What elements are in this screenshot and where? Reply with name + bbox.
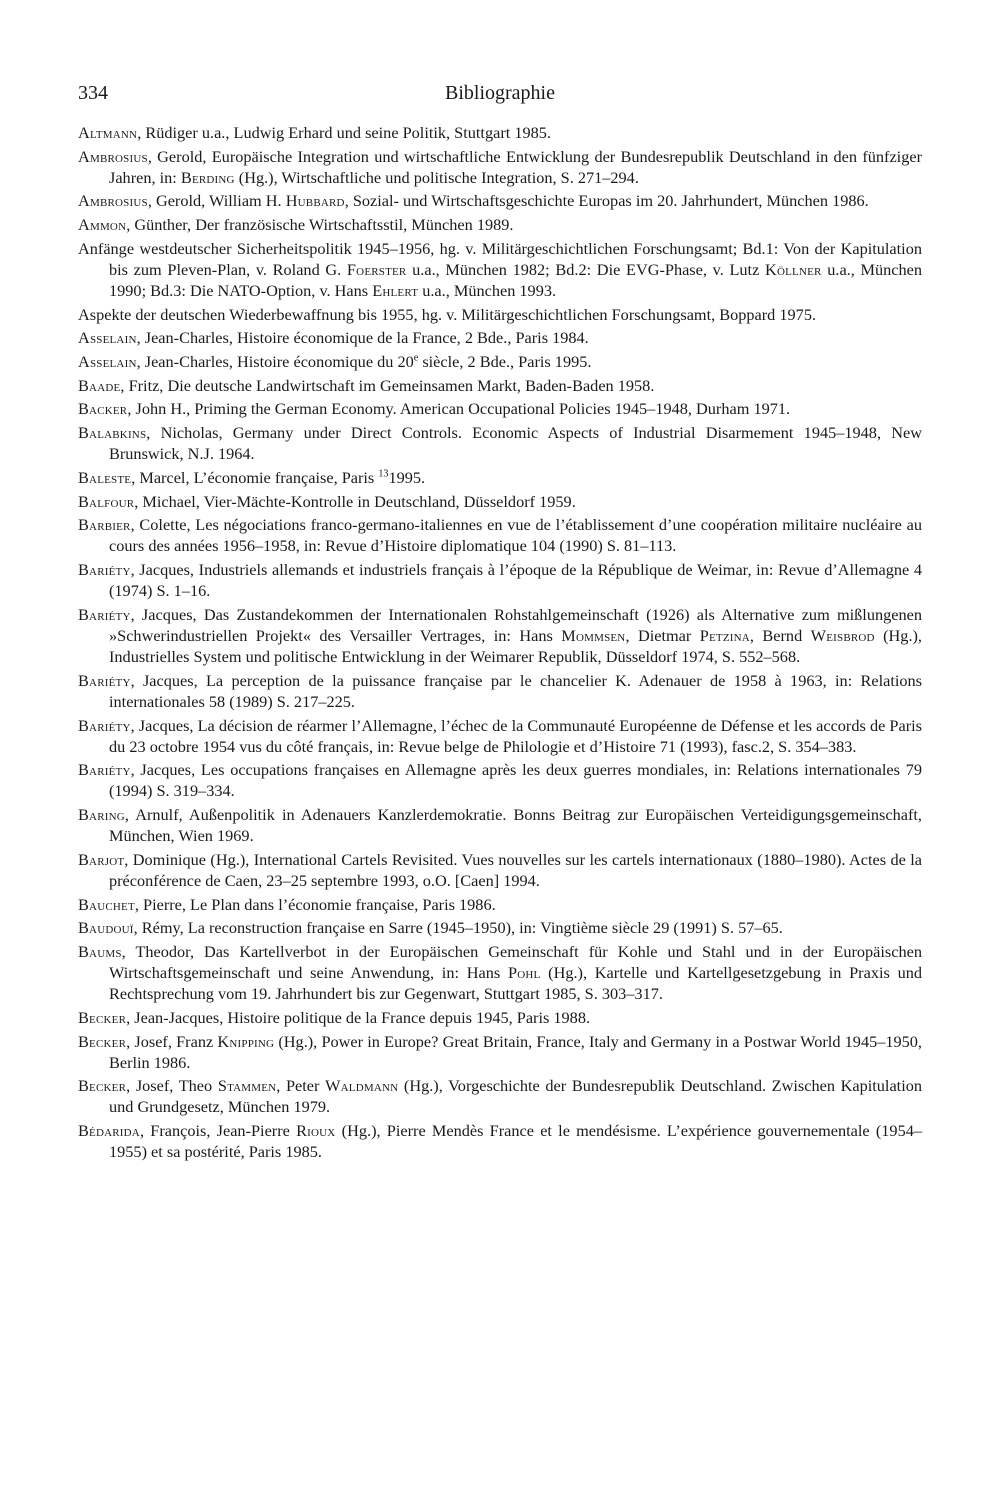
page-header — [78, 82, 922, 122]
bibliography-entry — [78, 398, 922, 419]
entry-text: 1995. — [388, 467, 426, 487]
bibliography-entry — [78, 422, 922, 464]
entry-text: , Rüdiger u.a., Ludwig Erhard und seine Politik, Stuttgart 1985. — [137, 123, 551, 142]
bibliography-entry — [78, 190, 922, 211]
author-surname: Backer — [78, 399, 128, 419]
bibliography-entry — [78, 1120, 922, 1162]
bibliography-entry — [78, 238, 922, 301]
bibliography-entry — [78, 604, 922, 667]
bibliography-list — [78, 122, 922, 1162]
bibliography-entry — [78, 559, 922, 601]
author-surname: Bariéty — [78, 670, 131, 690]
entry-text: , Colette, Les négociations franco-germano-italiennes en vue de l’établissement d’une coopération militaire nucléaire au cours des années 1956–1958, in: Revue d’Histoire diplomatique 104 (1990) S. 81–113. — [109, 515, 922, 556]
running-title: Bibliographie — [445, 82, 555, 104]
entry-text: , Michael, Vier-Mächte-Kontrolle in Deutschland, Düsseldorf 1959. — [134, 491, 576, 511]
entry-text: , Gerold, William H. — [147, 191, 286, 211]
entry-text: , Dietmar — [625, 625, 700, 645]
author-surname: Bariéty — [78, 715, 131, 735]
entry-text: (Hg.), Industrielles System und politische Entwicklung in der Weimarer Republik, Düsseldorf 1974, S. 552–568. — [109, 625, 923, 667]
author-surname: Bariéty — [78, 560, 131, 580]
bibliography-entry — [78, 467, 922, 488]
author-surname: Becker — [78, 1007, 127, 1027]
author-surname: Hubbard — [285, 191, 345, 211]
author-surname: Mommsen — [561, 625, 626, 645]
author-surname: Knipping — [217, 1031, 275, 1051]
author-surname: Berding — [180, 167, 235, 187]
bibliography-entry — [78, 375, 922, 396]
author-surname: Rioux — [296, 1121, 336, 1141]
author-surname: Ambrosius — [78, 191, 148, 211]
author-surname: Bariéty — [78, 760, 131, 780]
author-surname: Asselain — [78, 328, 137, 348]
page-number: 334 — [78, 82, 108, 104]
author-surname: Barjot — [78, 849, 125, 869]
entry-text: , Arnulf, Außenpolitik in Adenauers Kanzlerdemokratie. Bonns Beitrag zur Europäischen Verteidigungsgemeinschaft, München, Wien 1969. — [109, 805, 922, 846]
entry-text: (Hg.), Vorgeschichte der Bundesrepublik Deutschland. Zwischen Kapitulation und Grundgesetz, München 1979. — [109, 1076, 923, 1117]
entry-text: , Fritz, Die deutsche Landwirtschaft im Gemeinsamen Markt, Baden-Baden 1958. — [120, 375, 655, 395]
author-surname: Bédarida — [78, 1121, 140, 1141]
entry-text: , Gerold, Europäische Integration und wirtschaftliche Entwicklung der Bundesrepublik Deutschland in den fünfziger Jahren, in: — [109, 146, 922, 187]
entry-text: , Theodor, Das Kartellverbot in der Europäischen Gemeinschaft für Kohle und Stahl und in der Europäischen Wirtschaftsgemeinschaft und seine Anwendung, in: Hans — [109, 942, 922, 983]
author-surname: Balabkins — [78, 423, 147, 443]
entry-text: u.a., München 1993. — [418, 281, 557, 301]
bibliography-entry — [78, 941, 922, 1004]
author-surname: Weisbrod — [810, 625, 875, 645]
author-surname: Baudouï — [78, 918, 134, 938]
entry-text: , Günther, Der französische Wirtschaftsstil, München 1989. — [126, 215, 514, 235]
entry-text: , Nicholas, Germany under Direct Controls. Economic Aspects of Industrial Disarmement 1945–1948, New Brunswick, N.J. 1964. — [109, 423, 922, 464]
entry-text: , Jean-Charles, Histoire économique du 20 — [136, 352, 414, 372]
entry-text: , Jean-Jacques, Histoire politique de la France depuis 1945, Paris 1988. — [126, 1007, 591, 1027]
entry-text: , Jacques, La décision de réarmer l’Allemagne, l’échec de la Communauté Européenne de Défense et les accords de Paris du 23 octobre 1954 vus du côté français, in: Revue belge de Philologie et d’Histoire 71 (1993), fasc.2, S. 354–383. — [109, 715, 922, 756]
bibliography-entry — [78, 917, 922, 938]
bibliography-entry — [78, 759, 922, 801]
author-surname: Baade — [78, 375, 121, 395]
entry-text: , Peter — [276, 1076, 326, 1096]
author-surname: Balfour — [78, 491, 135, 511]
author-surname: Altmann — [78, 123, 138, 142]
entry-text: (Hg.), Wirtschaftliche und politische Integration, S. 271–294. — [234, 167, 639, 187]
entry-text: u.a., München 1990; Bd.3: Die NATO-Option, v. Hans — [109, 259, 922, 301]
author-surname: Petzina — [699, 625, 750, 645]
author-surname: Pohl — [507, 963, 541, 983]
bibliography-entry — [78, 670, 922, 712]
entry-text: , Jean-Charles, Histoire économique de la France, 2 Bde., Paris 1984. — [136, 328, 589, 348]
bibliography-entry — [78, 514, 922, 556]
entry-text: , Josef, Theo — [126, 1076, 218, 1096]
entry-text: Anfänge westdeutscher Sicherheitspolitik 1945–1956, hg. v. Militärgeschichtlichen Forschungsamt; Bd.1: Von der Kapitulation bis zum Pleven-Plan, v. Roland G. — [78, 238, 922, 279]
author-surname: Baums — [78, 942, 122, 962]
author-surname: Barbier — [78, 515, 131, 535]
bibliography-entry — [78, 304, 922, 325]
bibliography-entry — [78, 122, 922, 143]
entry-text: , John H., Priming the German Economy. American Occupational Policies 1945–1948, Durham 1971. — [127, 399, 791, 419]
author-surname: Ammon — [78, 215, 127, 235]
bibliography-entry — [78, 804, 922, 846]
bibliography-entry — [78, 327, 922, 348]
entry-text: , Jacques, La perception de la puissance française par le chancelier K. Adenauer de 1958 à 1963, in: Relations internationales 58 (1989) S. 217–225. — [109, 670, 922, 711]
bibliography-entry — [78, 351, 922, 372]
author-surname: Foerster — [346, 259, 407, 279]
bibliography-entry — [78, 715, 922, 757]
entry-text: , Sozial- und Wirtschaftsgeschichte Europas im 20. Jahrhundert, München 1986. — [344, 191, 869, 211]
bibliography-entry — [78, 1075, 922, 1117]
entry-text: , Marcel, L’économie française, Paris — [131, 467, 379, 487]
entry-text: , Bernd — [749, 625, 811, 645]
author-surname: Bariéty — [78, 604, 131, 624]
entry-text: (Hg.), Pierre Mendès France et le mendésisme. L’expérience gouvernementale (1954–1955) et sa postérité, Paris 1985. — [109, 1121, 922, 1162]
entry-text: (Hg.), Kartelle und Kartellgesetzgebung in Praxis und Rechtsprechung vom 19. Jahrhundert bis zur Gegenwart, Stuttgart 1985, S. 303–317. — [109, 963, 922, 1004]
superscript: 13 — [378, 468, 389, 480]
entry-text: siècle, 2 Bde., Paris 1995. — [418, 352, 592, 372]
entry-text: , Jacques, Les occupations françaises en Allemagne après les deux guerres mondiales, in: Relations internationales 79 (1994) S. 319–334. — [109, 760, 922, 801]
author-surname: Asselain — [78, 352, 137, 372]
entry-text: u.a., München 1982; Bd.2: Die EVG-Phase, v. Lutz — [406, 259, 765, 279]
bibliography-entry — [78, 491, 922, 512]
author-surname: Becker — [78, 1031, 127, 1051]
bibliography-entry — [78, 894, 922, 915]
entry-text: , Rémy, La reconstruction française en Sarre (1945–1950), in: Vingtième siècle 29 (1991) S. 57–65. — [133, 918, 783, 938]
bibliography-entry — [78, 849, 922, 891]
bibliography-entry — [78, 1031, 922, 1073]
author-surname: Waldmann — [325, 1076, 399, 1096]
author-surname: Ehlert — [372, 281, 419, 301]
document-page — [78, 82, 922, 1165]
entry-text: (Hg.), Power in Europe? Great Britain, France, Italy and Germany in a Postwar World 1945–1950, Berlin 1986. — [109, 1031, 922, 1072]
author-surname: Baring — [78, 805, 125, 825]
entry-text: , Pierre, Le Plan dans l’économie française, Paris 1986. — [134, 894, 496, 914]
superscript: e — [413, 352, 419, 364]
author-surname: Baleste — [78, 467, 132, 487]
entry-text: Aspekte der deutschen Wiederbewaffnung bis 1955, hg. v. Militärgeschichtlichen Forschungsamt, Boppard 1975. — [78, 304, 817, 324]
author-surname: Becker — [78, 1076, 127, 1096]
bibliography-entry — [78, 146, 922, 188]
entry-text: , Jacques, Industriels allemands et industriels français à l’époque de la République de Weimar, in: Revue d’Allemagne 4 (1974) S. 1–16. — [109, 560, 922, 601]
entry-text: , Jacques, Das Zustandekommen der Internationalen Rohstahlgemeinschaft (1926) als Alternative zum mißlungenen »Schwerindustriellen Projekt« des Versailler Vertrages, in: Hans — [109, 604, 922, 645]
author-surname: Stammen — [217, 1076, 277, 1096]
bibliography-entry — [78, 1007, 922, 1028]
author-surname: Ambrosius — [78, 146, 148, 166]
entry-text: , Dominique (Hg.), International Cartels Revisited. Vues nouvelles sur les cartels internationaux (1880–1980). Actes de la préconférence de Caen, 23–25 septembre 1993, o.O. [Caen] 1994. — [109, 849, 922, 890]
author-surname: Bauchet — [78, 894, 135, 914]
entry-text: , François, Jean-Pierre — [139, 1121, 297, 1141]
author-surname: Köllner — [765, 259, 822, 279]
bibliography-entry — [78, 214, 922, 235]
entry-text: , Josef, Franz — [126, 1031, 218, 1051]
